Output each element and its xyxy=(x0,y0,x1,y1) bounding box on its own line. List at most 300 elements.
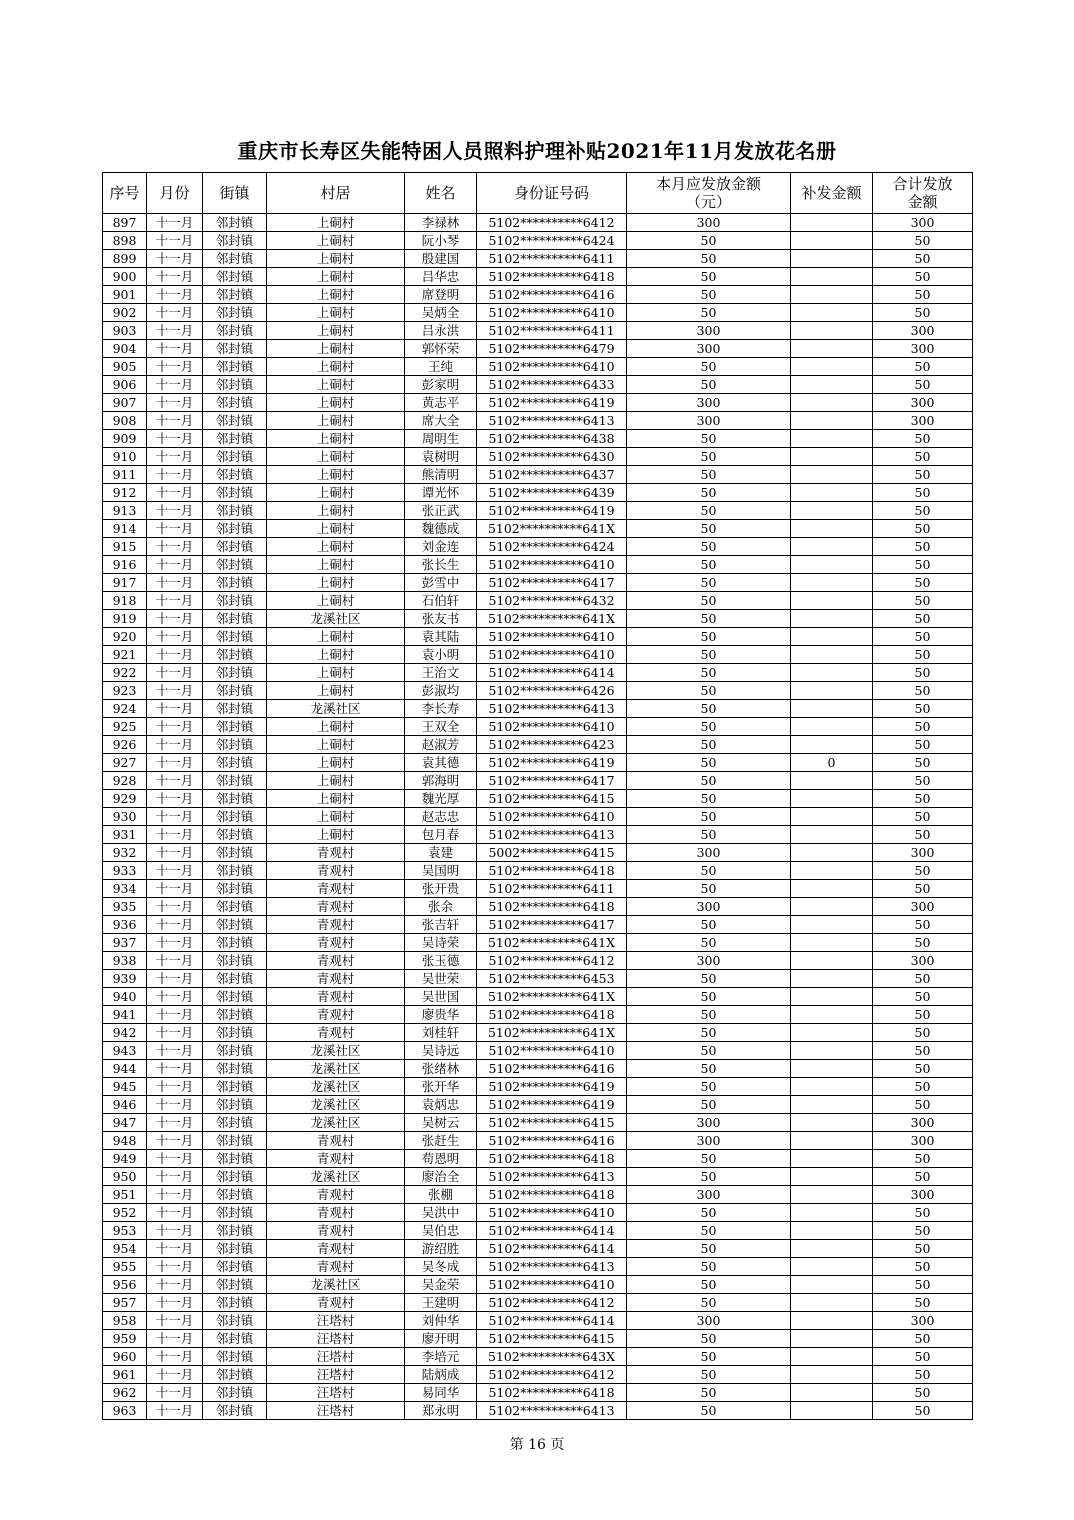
cell-name: 李长寿 xyxy=(405,700,477,718)
cell-total: 50 xyxy=(873,1258,973,1276)
cell-name: 彭淑均 xyxy=(405,682,477,700)
cell-name: 廖贵华 xyxy=(405,1006,477,1024)
cell-total: 50 xyxy=(873,1348,973,1366)
cell-total: 50 xyxy=(873,664,973,682)
cell-month: 十一月 xyxy=(147,376,203,394)
cell-id-number: 5102**********6415 xyxy=(477,1330,627,1348)
col-header-month: 月份 xyxy=(147,173,203,214)
table-row xyxy=(103,970,973,988)
cell-village: 汪塔村 xyxy=(267,1366,405,1384)
table-row xyxy=(103,664,973,682)
cell-town: 邻封镇 xyxy=(203,1060,267,1078)
table-row xyxy=(103,880,973,898)
cell-index: 944 xyxy=(103,1060,147,1078)
table-row xyxy=(103,1024,973,1042)
cell-town: 邻封镇 xyxy=(203,1204,267,1222)
cell-total: 50 xyxy=(873,880,973,898)
cell-village: 上硐村 xyxy=(267,250,405,268)
cell-town: 邻封镇 xyxy=(203,430,267,448)
cell-backpay xyxy=(791,790,873,808)
cell-month: 十一月 xyxy=(147,1240,203,1258)
cell-month: 十一月 xyxy=(147,1384,203,1402)
cell-town: 邻封镇 xyxy=(203,772,267,790)
cell-id-number: 5102**********6410 xyxy=(477,304,627,322)
cell-index: 918 xyxy=(103,592,147,610)
cell-id-number: 5102**********6430 xyxy=(477,448,627,466)
cell-town: 邻封镇 xyxy=(203,358,267,376)
cell-backpay xyxy=(791,1240,873,1258)
cell-backpay xyxy=(791,682,873,700)
cell-town: 邻封镇 xyxy=(203,538,267,556)
cell-backpay xyxy=(791,1168,873,1186)
cell-backpay xyxy=(791,646,873,664)
cell-month: 十一月 xyxy=(147,484,203,502)
cell-name: 张开华 xyxy=(405,1078,477,1096)
cell-town: 邻封镇 xyxy=(203,1276,267,1294)
cell-backpay xyxy=(791,592,873,610)
cell-village: 龙溪社区 xyxy=(267,1096,405,1114)
cell-name: 张吉轩 xyxy=(405,916,477,934)
cell-village: 龙溪社区 xyxy=(267,1168,405,1186)
table-row xyxy=(103,232,973,250)
cell-total: 300 xyxy=(873,1186,973,1204)
cell-name: 王治文 xyxy=(405,664,477,682)
cell-index: 916 xyxy=(103,556,147,574)
cell-index: 945 xyxy=(103,1078,147,1096)
cell-name: 张棚 xyxy=(405,1186,477,1204)
cell-backpay xyxy=(791,1402,873,1420)
cell-total: 300 xyxy=(873,1132,973,1150)
cell-id-number: 5102**********6410 xyxy=(477,556,627,574)
cell-town: 邻封镇 xyxy=(203,466,267,484)
cell-name: 石伯轩 xyxy=(405,592,477,610)
cell-backpay xyxy=(791,844,873,862)
cell-id-number: 5102**********6410 xyxy=(477,1042,627,1060)
cell-index: 906 xyxy=(103,376,147,394)
cell-monthly-amount: 50 xyxy=(627,646,791,664)
cell-village: 青观村 xyxy=(267,1204,405,1222)
cell-name: 张友书 xyxy=(405,610,477,628)
table-row xyxy=(103,466,973,484)
cell-village: 上硐村 xyxy=(267,628,405,646)
cell-monthly-amount: 50 xyxy=(627,448,791,466)
cell-town: 邻封镇 xyxy=(203,1366,267,1384)
cell-index: 953 xyxy=(103,1222,147,1240)
cell-total: 50 xyxy=(873,916,973,934)
cell-id-number: 5102**********6413 xyxy=(477,1258,627,1276)
roster-table xyxy=(102,172,973,1420)
cell-village: 上硐村 xyxy=(267,664,405,682)
cell-backpay xyxy=(791,1006,873,1024)
cell-total: 50 xyxy=(873,556,973,574)
cell-town: 邻封镇 xyxy=(203,718,267,736)
cell-total: 50 xyxy=(873,700,973,718)
cell-village: 青观村 xyxy=(267,1186,405,1204)
cell-month: 十一月 xyxy=(147,448,203,466)
cell-index: 930 xyxy=(103,808,147,826)
cell-index: 948 xyxy=(103,1132,147,1150)
cell-name: 李禄林 xyxy=(405,214,477,232)
cell-index: 925 xyxy=(103,718,147,736)
cell-name: 谭光怀 xyxy=(405,484,477,502)
cell-backpay: 0 xyxy=(791,754,873,772)
cell-total: 50 xyxy=(873,1294,973,1312)
cell-backpay xyxy=(791,1114,873,1132)
cell-monthly-amount: 50 xyxy=(627,1042,791,1060)
cell-id-number: 5102**********6414 xyxy=(477,1222,627,1240)
cell-town: 邻封镇 xyxy=(203,322,267,340)
cell-name: 吴诗远 xyxy=(405,1042,477,1060)
cell-month: 十一月 xyxy=(147,628,203,646)
cell-town: 邻封镇 xyxy=(203,1078,267,1096)
cell-town: 邻封镇 xyxy=(203,934,267,952)
cell-index: 937 xyxy=(103,934,147,952)
cell-monthly-amount: 50 xyxy=(627,1402,791,1420)
table-row xyxy=(103,430,973,448)
cell-total: 300 xyxy=(873,898,973,916)
table-row xyxy=(103,592,973,610)
cell-town: 邻封镇 xyxy=(203,700,267,718)
cell-monthly-amount: 50 xyxy=(627,1294,791,1312)
cell-month: 十一月 xyxy=(147,520,203,538)
cell-town: 邻封镇 xyxy=(203,826,267,844)
table-row xyxy=(103,1276,973,1294)
cell-month: 十一月 xyxy=(147,1366,203,1384)
cell-index: 962 xyxy=(103,1384,147,1402)
cell-month: 十一月 xyxy=(147,340,203,358)
cell-village: 龙溪社区 xyxy=(267,1060,405,1078)
cell-month: 十一月 xyxy=(147,664,203,682)
cell-total: 50 xyxy=(873,538,973,556)
cell-town: 邻封镇 xyxy=(203,340,267,358)
cell-monthly-amount: 50 xyxy=(627,826,791,844)
cell-village: 上硐村 xyxy=(267,520,405,538)
table-row xyxy=(103,448,973,466)
table-row xyxy=(103,376,973,394)
cell-total: 300 xyxy=(873,412,973,430)
cell-monthly-amount: 50 xyxy=(627,790,791,808)
cell-name: 彭雪中 xyxy=(405,574,477,592)
table-row xyxy=(103,1006,973,1024)
cell-total: 50 xyxy=(873,1060,973,1078)
cell-monthly-amount: 50 xyxy=(627,1204,791,1222)
cell-name: 张长生 xyxy=(405,556,477,574)
cell-total: 50 xyxy=(873,520,973,538)
cell-town: 邻封镇 xyxy=(203,808,267,826)
cell-village: 上硐村 xyxy=(267,430,405,448)
cell-monthly-amount: 300 xyxy=(627,1114,791,1132)
cell-town: 邻封镇 xyxy=(203,862,267,880)
cell-name: 陆炳成 xyxy=(405,1366,477,1384)
table-row xyxy=(103,340,973,358)
cell-month: 十一月 xyxy=(147,412,203,430)
table-header xyxy=(103,173,973,214)
cell-index: 960 xyxy=(103,1348,147,1366)
cell-month: 十一月 xyxy=(147,700,203,718)
cell-town: 邻封镇 xyxy=(203,1024,267,1042)
cell-id-number: 5102**********6479 xyxy=(477,340,627,358)
cell-id-number: 5102**********6414 xyxy=(477,664,627,682)
cell-index: 926 xyxy=(103,736,147,754)
cell-name: 苟恩明 xyxy=(405,1150,477,1168)
cell-id-number: 5102**********6419 xyxy=(477,1078,627,1096)
cell-total: 300 xyxy=(873,394,973,412)
cell-index: 951 xyxy=(103,1186,147,1204)
cell-name: 刘金连 xyxy=(405,538,477,556)
cell-town: 邻封镇 xyxy=(203,1150,267,1168)
cell-monthly-amount: 50 xyxy=(627,1384,791,1402)
cell-index: 902 xyxy=(103,304,147,322)
cell-name: 吴世国 xyxy=(405,988,477,1006)
cell-village: 青观村 xyxy=(267,880,405,898)
cell-index: 922 xyxy=(103,664,147,682)
cell-month: 十一月 xyxy=(147,736,203,754)
cell-total: 50 xyxy=(873,286,973,304)
cell-monthly-amount: 50 xyxy=(627,736,791,754)
cell-village: 青观村 xyxy=(267,1258,405,1276)
cell-index: 943 xyxy=(103,1042,147,1060)
cell-backpay xyxy=(791,214,873,232)
cell-id-number: 5102**********6410 xyxy=(477,808,627,826)
cell-total: 50 xyxy=(873,1330,973,1348)
cell-month: 十一月 xyxy=(147,1312,203,1330)
cell-month: 十一月 xyxy=(147,1294,203,1312)
cell-backpay xyxy=(791,1222,873,1240)
table-row xyxy=(103,952,973,970)
cell-name: 易同华 xyxy=(405,1384,477,1402)
cell-total: 50 xyxy=(873,1276,973,1294)
cell-id-number: 5102**********6410 xyxy=(477,1204,627,1222)
cell-total: 300 xyxy=(873,340,973,358)
cell-month: 十一月 xyxy=(147,232,203,250)
cell-month: 十一月 xyxy=(147,1168,203,1186)
cell-index: 911 xyxy=(103,466,147,484)
cell-town: 邻封镇 xyxy=(203,484,267,502)
col-header-backpay: 补发金额 xyxy=(791,173,873,214)
cell-index: 961 xyxy=(103,1366,147,1384)
cell-town: 邻封镇 xyxy=(203,988,267,1006)
cell-town: 邻封镇 xyxy=(203,754,267,772)
cell-id-number: 5102**********6410 xyxy=(477,358,627,376)
cell-name: 吴伯忠 xyxy=(405,1222,477,1240)
cell-name: 席大全 xyxy=(405,412,477,430)
cell-backpay xyxy=(791,538,873,556)
table-row xyxy=(103,736,973,754)
cell-monthly-amount: 50 xyxy=(627,916,791,934)
cell-total: 50 xyxy=(873,1096,973,1114)
cell-month: 十一月 xyxy=(147,718,203,736)
cell-backpay xyxy=(791,970,873,988)
cell-monthly-amount: 300 xyxy=(627,952,791,970)
cell-id-number: 5102**********6419 xyxy=(477,1096,627,1114)
cell-id-number: 5102**********6414 xyxy=(477,1312,627,1330)
cell-backpay xyxy=(791,520,873,538)
cell-town: 邻封镇 xyxy=(203,916,267,934)
cell-monthly-amount: 50 xyxy=(627,862,791,880)
cell-index: 900 xyxy=(103,268,147,286)
table-row xyxy=(103,394,973,412)
cell-village: 青观村 xyxy=(267,1240,405,1258)
cell-village: 上硐村 xyxy=(267,754,405,772)
cell-total: 50 xyxy=(873,250,973,268)
cell-total: 50 xyxy=(873,1150,973,1168)
cell-monthly-amount: 50 xyxy=(627,250,791,268)
cell-id-number: 5102**********6418 xyxy=(477,1150,627,1168)
cell-id-number: 5102**********6416 xyxy=(477,286,627,304)
table-row xyxy=(103,1168,973,1186)
cell-monthly-amount: 50 xyxy=(627,484,791,502)
cell-name: 袁其德 xyxy=(405,754,477,772)
cell-monthly-amount: 50 xyxy=(627,1024,791,1042)
cell-village: 上硐村 xyxy=(267,592,405,610)
cell-index: 914 xyxy=(103,520,147,538)
cell-total: 300 xyxy=(873,1312,973,1330)
cell-village: 龙溪社区 xyxy=(267,610,405,628)
cell-name: 席登明 xyxy=(405,286,477,304)
cell-name: 张开贵 xyxy=(405,880,477,898)
cell-backpay xyxy=(791,322,873,340)
cell-monthly-amount: 300 xyxy=(627,394,791,412)
cell-name: 郑永明 xyxy=(405,1402,477,1420)
cell-backpay xyxy=(791,808,873,826)
cell-backpay xyxy=(791,1384,873,1402)
cell-village: 龙溪社区 xyxy=(267,1276,405,1294)
table-row xyxy=(103,538,973,556)
cell-village: 青观村 xyxy=(267,1024,405,1042)
table-row xyxy=(103,1186,973,1204)
cell-index: 963 xyxy=(103,1402,147,1420)
cell-month: 十一月 xyxy=(147,322,203,340)
cell-total: 50 xyxy=(873,790,973,808)
cell-backpay xyxy=(791,1258,873,1276)
cell-town: 邻封镇 xyxy=(203,1312,267,1330)
cell-village: 青观村 xyxy=(267,1222,405,1240)
cell-id-number: 5102**********6416 xyxy=(477,1132,627,1150)
cell-month: 十一月 xyxy=(147,1078,203,1096)
cell-monthly-amount: 50 xyxy=(627,1366,791,1384)
cell-backpay xyxy=(791,1312,873,1330)
cell-monthly-amount: 50 xyxy=(627,574,791,592)
cell-monthly-amount: 50 xyxy=(627,610,791,628)
cell-monthly-amount: 50 xyxy=(627,682,791,700)
cell-month: 十一月 xyxy=(147,250,203,268)
cell-total: 50 xyxy=(873,1366,973,1384)
cell-backpay xyxy=(791,268,873,286)
cell-total: 50 xyxy=(873,1042,973,1060)
cell-village: 上硐村 xyxy=(267,790,405,808)
table-row xyxy=(103,1096,973,1114)
cell-name: 包月春 xyxy=(405,826,477,844)
cell-index: 950 xyxy=(103,1168,147,1186)
cell-village: 青观村 xyxy=(267,898,405,916)
cell-town: 邻封镇 xyxy=(203,1384,267,1402)
cell-name: 袁炳忠 xyxy=(405,1096,477,1114)
cell-name: 赵志忠 xyxy=(405,808,477,826)
cell-month: 十一月 xyxy=(147,1330,203,1348)
cell-name: 殷建国 xyxy=(405,250,477,268)
cell-village: 青观村 xyxy=(267,952,405,970)
cell-total: 50 xyxy=(873,1204,973,1222)
col-header-monthly-amount: 本月应发放金额（元） xyxy=(627,173,791,214)
cell-month: 十一月 xyxy=(147,394,203,412)
cell-index: 933 xyxy=(103,862,147,880)
cell-town: 邻封镇 xyxy=(203,790,267,808)
cell-month: 十一月 xyxy=(147,1042,203,1060)
cell-index: 959 xyxy=(103,1330,147,1348)
page-number: 第 16 页 xyxy=(509,1437,565,1453)
cell-id-number: 5102**********6419 xyxy=(477,502,627,520)
cell-town: 邻封镇 xyxy=(203,898,267,916)
cell-name: 袁建 xyxy=(405,844,477,862)
cell-town: 邻封镇 xyxy=(203,1186,267,1204)
cell-id-number: 5102**********6413 xyxy=(477,1402,627,1420)
cell-backpay xyxy=(791,952,873,970)
table-row xyxy=(103,322,973,340)
cell-village: 上硐村 xyxy=(267,448,405,466)
cell-monthly-amount: 50 xyxy=(627,628,791,646)
cell-town: 邻封镇 xyxy=(203,1402,267,1420)
cell-index: 921 xyxy=(103,646,147,664)
cell-name: 彭家明 xyxy=(405,376,477,394)
cell-month: 十一月 xyxy=(147,1204,203,1222)
cell-name: 游绍胜 xyxy=(405,1240,477,1258)
cell-name: 吴洪中 xyxy=(405,1204,477,1222)
cell-month: 十一月 xyxy=(147,214,203,232)
table-body xyxy=(103,214,973,1420)
col-header-id-number: 身份证号码 xyxy=(477,173,627,214)
cell-backpay xyxy=(791,1348,873,1366)
cell-name: 张赶生 xyxy=(405,1132,477,1150)
cell-total: 300 xyxy=(873,322,973,340)
cell-month: 十一月 xyxy=(147,988,203,1006)
cell-total: 50 xyxy=(873,808,973,826)
cell-backpay xyxy=(791,286,873,304)
cell-backpay xyxy=(791,1096,873,1114)
cell-month: 十一月 xyxy=(147,592,203,610)
cell-backpay xyxy=(791,700,873,718)
cell-village: 上硐村 xyxy=(267,718,405,736)
cell-month: 十一月 xyxy=(147,574,203,592)
cell-name: 黄志平 xyxy=(405,394,477,412)
cell-total: 50 xyxy=(873,484,973,502)
cell-month: 十一月 xyxy=(147,268,203,286)
cell-index: 904 xyxy=(103,340,147,358)
cell-monthly-amount: 50 xyxy=(627,286,791,304)
cell-monthly-amount: 50 xyxy=(627,1276,791,1294)
cell-id-number: 5102**********6412 xyxy=(477,952,627,970)
cell-name: 周明生 xyxy=(405,430,477,448)
table-row xyxy=(103,502,973,520)
cell-backpay xyxy=(791,934,873,952)
table-row xyxy=(103,934,973,952)
cell-id-number: 5102**********6453 xyxy=(477,970,627,988)
cell-monthly-amount: 50 xyxy=(627,808,791,826)
cell-index: 941 xyxy=(103,1006,147,1024)
cell-name: 熊清明 xyxy=(405,466,477,484)
table-row xyxy=(103,1402,973,1420)
col-header-town: 街镇 xyxy=(203,173,267,214)
cell-id-number: 5102**********6413 xyxy=(477,826,627,844)
cell-id-number: 5102**********6418 xyxy=(477,862,627,880)
cell-id-number: 5102**********6416 xyxy=(477,1060,627,1078)
cell-index: 935 xyxy=(103,898,147,916)
cell-index: 936 xyxy=(103,916,147,934)
cell-total: 300 xyxy=(873,952,973,970)
cell-village: 上硐村 xyxy=(267,538,405,556)
cell-index: 899 xyxy=(103,250,147,268)
cell-village: 上硐村 xyxy=(267,682,405,700)
cell-name: 王纯 xyxy=(405,358,477,376)
